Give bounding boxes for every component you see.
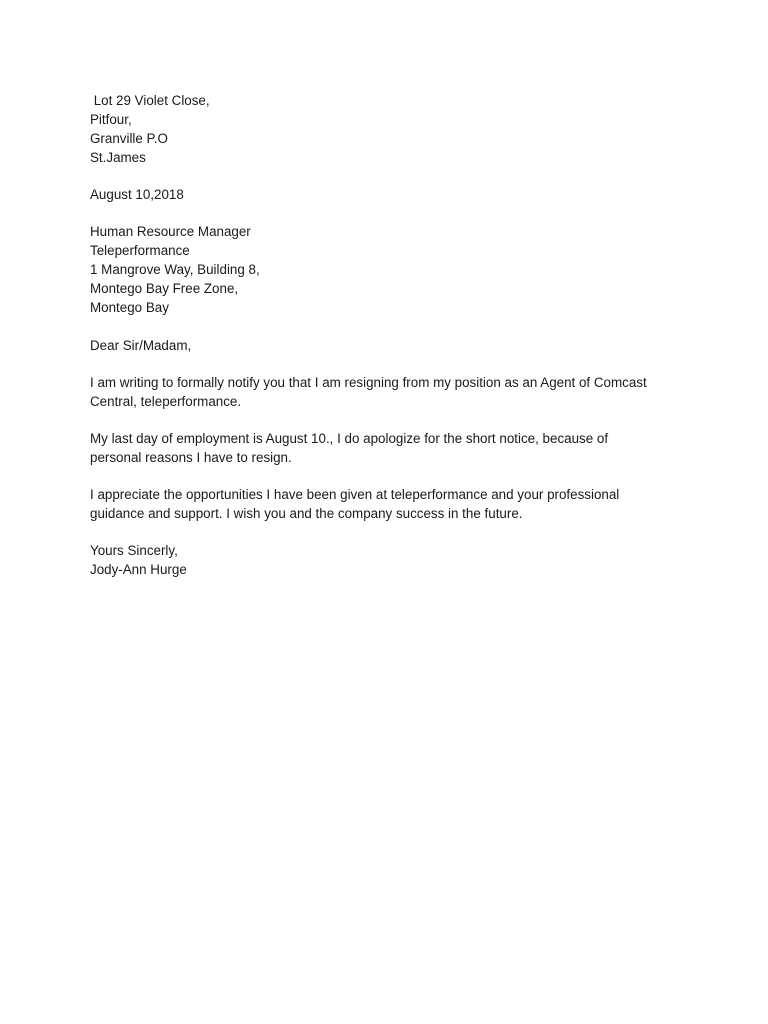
date-text: August 10,2018 — [90, 187, 184, 202]
signature-name: Jody-Ann Hurge — [90, 562, 187, 577]
body-paragraph-1 — [90, 373, 690, 411]
recipient-address-line: 1 Mangrove Way, Building 8, — [90, 262, 260, 277]
paragraph-line: My last day of employment is August 10., I do apologize for the short notice, because of — [90, 431, 609, 446]
recipient-address-line: Montego Bay Free Zone, — [90, 281, 239, 296]
paragraph-line: I am writing to formally notify you that I am resigning from my position as an Agent of Comcast — [90, 375, 647, 390]
paragraph-line: I appreciate the opportunities I have been given at teleperformance and your professional — [90, 487, 620, 502]
sender-address-line: St.James — [90, 150, 146, 165]
valediction: Yours Sincerly, — [90, 543, 178, 558]
body-paragraph-3 — [90, 485, 690, 523]
sender-address-line: Lot 29 Violet Close, — [90, 93, 210, 108]
recipient-address — [90, 222, 690, 317]
paragraph-line: guidance and support. I wish you and the company success in the future. — [90, 506, 523, 521]
body-paragraph-2 — [90, 429, 690, 467]
recipient-address-line: Montego Bay — [90, 300, 169, 315]
letter-date — [90, 185, 690, 204]
sender-address-line: Pitfour, — [90, 112, 132, 127]
paragraph-line: Central, teleperformance. — [90, 394, 242, 409]
closing — [90, 541, 690, 579]
recipient-address-line: Human Resource Manager — [90, 224, 251, 239]
paragraph-line: personal reasons I have to resign. — [90, 450, 292, 465]
sender-address — [90, 91, 690, 167]
recipient-address-line: Teleperformance — [90, 243, 190, 258]
salutation-text: Dear Sir/Madam, — [90, 338, 192, 353]
salutation — [90, 336, 690, 355]
sender-address-line: Granville P.O — [90, 131, 168, 146]
